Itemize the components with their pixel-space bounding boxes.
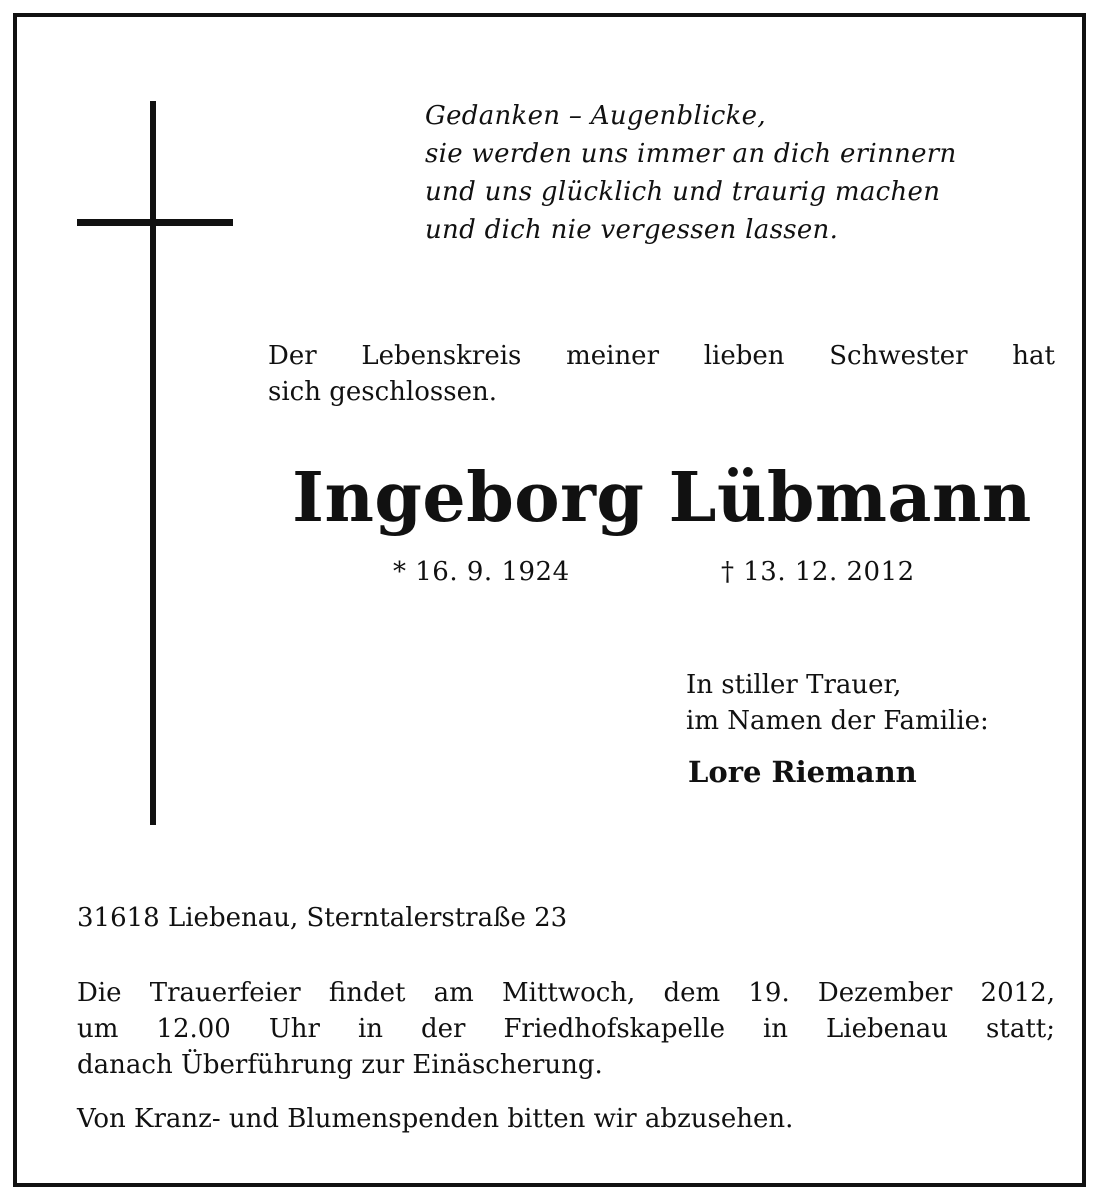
birth-date: * 16. 9. 1924 <box>393 557 570 587</box>
intro-text <box>268 338 1055 410</box>
deceased-name: Ingeborg Lübmann <box>292 458 1032 538</box>
ceremony-line: Die Trauerfeier findet am Mittwoch, dem 19. Dezember 2012, <box>77 978 1055 1008</box>
cross-horizontal-bar <box>77 219 233 226</box>
address: 31618 Liebenau, Sterntalerstraße 23 <box>77 903 568 933</box>
intro-line: Der Lebenskreis meiner lieben Schwester hat <box>268 341 1055 371</box>
ceremony-line: um 12.00 Uhr in der Friedhofskapelle in Liebenau statt; <box>77 1014 1055 1044</box>
poem-line: und uns glücklich und traurig machen <box>425 177 941 207</box>
signatory-name: Lore Riemann <box>688 755 917 789</box>
donations-note: Von Kranz- und Blumenspenden bitten wir abzusehen. <box>77 1104 794 1134</box>
obituary-notice <box>13 13 1086 1187</box>
poem-line: Gedanken – Augenblicke, <box>425 101 766 131</box>
poem-line: sie werden uns immer an dich erinnern <box>425 139 957 169</box>
death-date: † 13. 12. 2012 <box>721 557 915 587</box>
ceremony-info <box>77 975 1055 1083</box>
mourning-line: In stiller Trauer, <box>686 670 902 700</box>
ceremony-line: danach Überführung zur Einäscherung. <box>77 1050 603 1080</box>
poem-line: und dich nie vergessen lassen. <box>425 215 839 245</box>
cross-vertical-bar <box>150 101 156 825</box>
poem <box>425 97 1065 249</box>
intro-line: sich geschlossen. <box>268 377 497 407</box>
mourning-line: im Namen der Familie: <box>686 706 989 736</box>
mourning-text <box>686 667 1086 739</box>
